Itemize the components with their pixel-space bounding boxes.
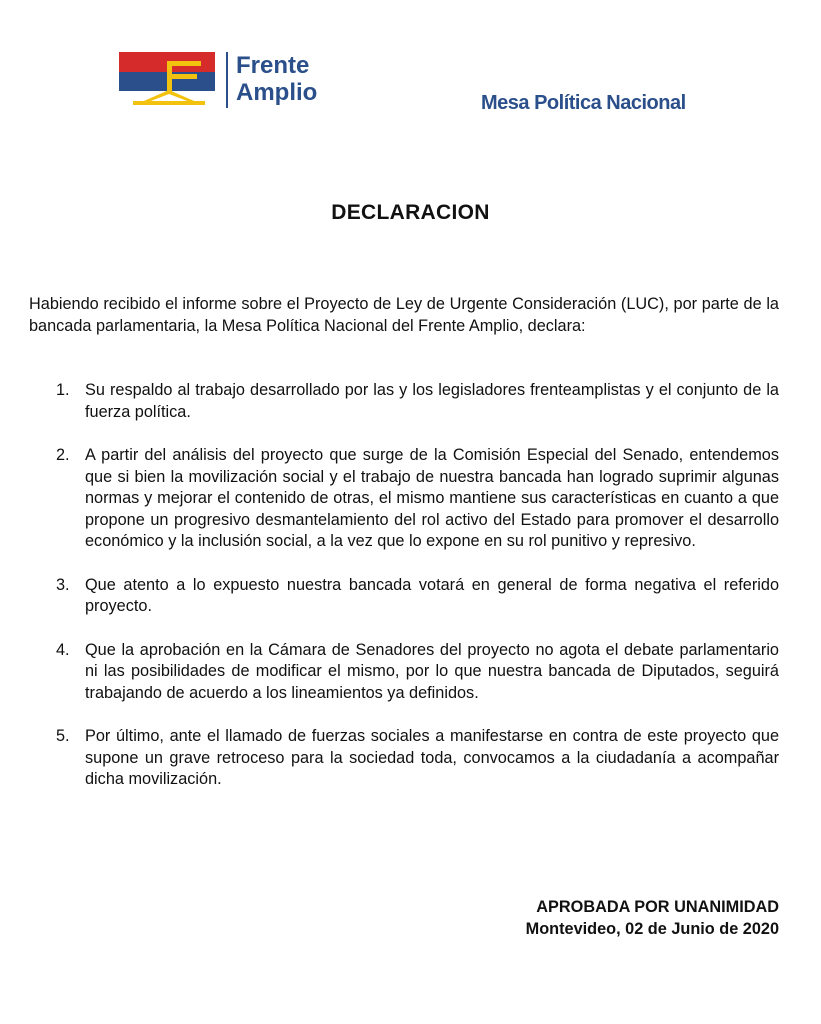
item-number: 4. xyxy=(56,640,70,659)
place-date: Montevideo, 02 de Junio de 2020 xyxy=(525,920,779,938)
intro-paragraph: Habiendo recibido el informe sobre el Proyecto de Ley de Urgente Consideración (LUC), por parte de la bancada parlamentaria, la Mesa Política Nacional del Frente Amplio, declara: xyxy=(29,295,779,335)
signature-block xyxy=(526,896,779,940)
list-item xyxy=(29,640,779,705)
list-item xyxy=(29,575,779,618)
item-text: Por último, ante el llamado de fuerzas sociales a manifestarse en contra de este proyecto que supone un grave retroceso para la sociedad toda, convocamos a la ciudadanía a acompañar dicha movilización. xyxy=(85,727,779,788)
frente-amplio-flag-logo xyxy=(119,52,215,110)
item-number: 1. xyxy=(56,381,70,399)
logo-divider xyxy=(226,52,228,108)
document-title: DECLARACION xyxy=(331,201,490,224)
declaration-list xyxy=(29,380,779,813)
item-number: 2. xyxy=(56,446,70,464)
logo-wordmark xyxy=(236,52,317,106)
item-text: Que la aprobación en la Cámara de Senadores del proyecto no agota el debate parlamentario ni las posibilidades de modificar el mismo, por lo que nuestra bancada de Diputados, seguirá trabajando de acuerdo a los lineamientos ya definidos. xyxy=(85,640,779,702)
item-text: A partir del análisis del proyecto que surge de la Comisión Especial del Senado, entendemos que si bien la movilización social y el trabajo de nuestra bancada han logrado suprimir algunas normas y mejorar el contenido de otras, el mismo mantiene sus características en cuanto a que propone un progresivo desmantelamiento del rol activo del Estado para promover el desarrollo económico y la inclusión social, a la vez que lo expone en su rol punitivo y represivo. xyxy=(85,446,779,550)
letterhead xyxy=(0,0,821,140)
list-item xyxy=(29,726,779,791)
logo-line-2: Amplio xyxy=(236,79,318,106)
list-item xyxy=(29,380,779,423)
item-text: Su respaldo al trabajo desarrollado por las y los legisladores frenteamplistas y el conjunto de la fuerza política. xyxy=(85,381,779,421)
organization-subtitle: Mesa Política Nacional xyxy=(481,92,686,114)
logo-line-1: Frente xyxy=(236,52,310,79)
approval-note: APROBADA POR UNANIMIDAD xyxy=(536,898,779,916)
item-text: Que atento a lo expuesto nuestra bancada votará en general de forma negativa el referido proyecto. xyxy=(85,575,779,615)
item-number: 5. xyxy=(56,727,70,745)
item-number: 3. xyxy=(56,575,70,594)
list-item xyxy=(29,445,779,553)
